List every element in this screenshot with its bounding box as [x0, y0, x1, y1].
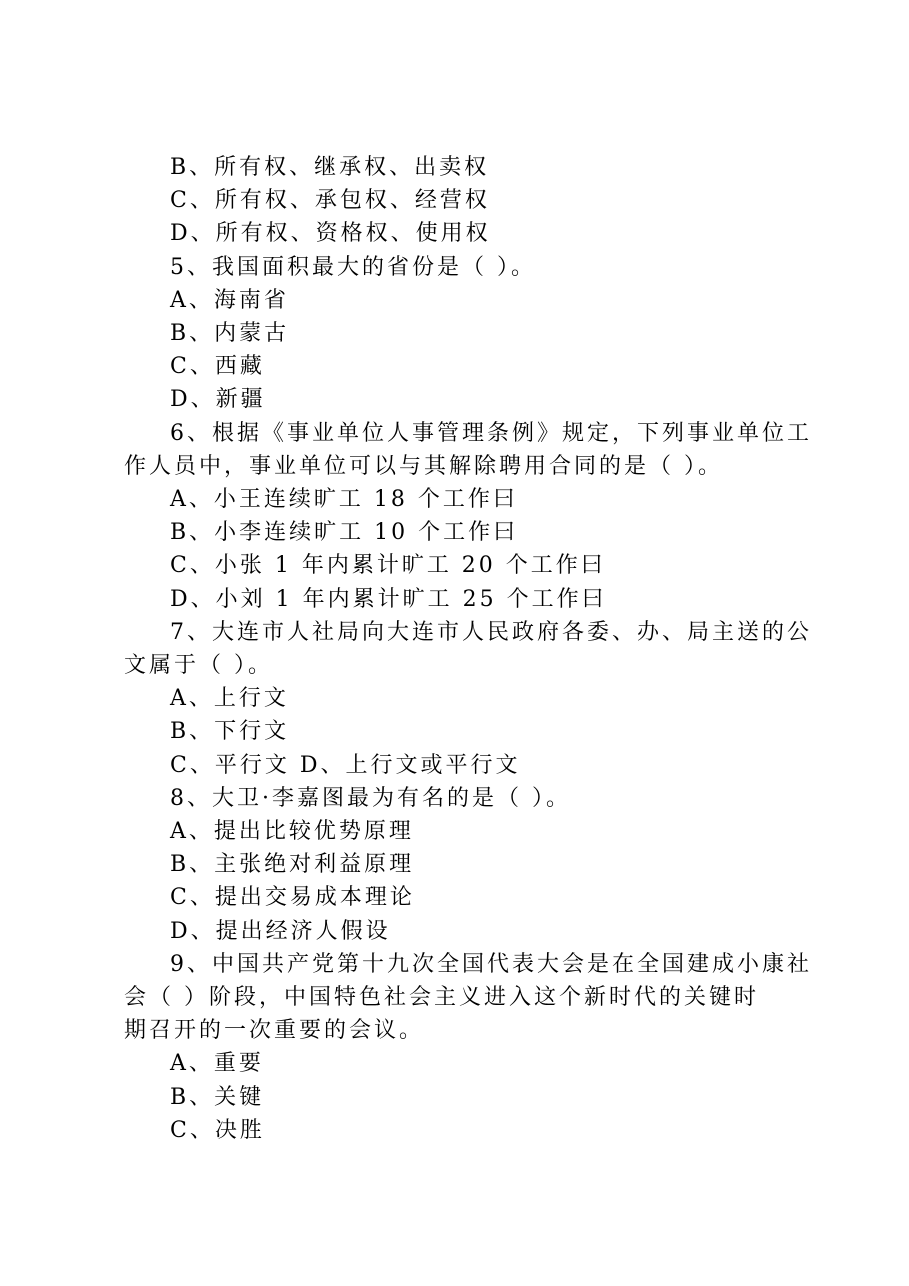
- option-line: B、所有权、继承权、出卖权: [170, 155, 490, 180]
- option-line: C、西藏: [170, 354, 265, 379]
- option-line: B、小李连续旷工 10 个工作曰: [170, 520, 519, 545]
- option-line: A、小王连续旷工 18 个工作曰: [170, 487, 518, 512]
- option-line: B、主张绝对利益原理: [170, 852, 415, 877]
- question-line: 5、我国面积最大的省份是（ ）。: [170, 255, 536, 280]
- option-line: A、重要: [170, 1051, 264, 1076]
- option-line: C、提出交易成本理论: [170, 885, 415, 910]
- option-line: C、小张 1 年内累计旷工 20 个工作曰: [170, 553, 606, 578]
- option-line: A、提出比较优势原理: [170, 819, 414, 844]
- question-line: 文属于（ ）。: [124, 653, 273, 678]
- option-line: B、关键: [170, 1085, 265, 1110]
- question-line: 9、中国共产党第十九次全国代表大会是在全国建成小康社: [170, 952, 812, 977]
- question-line: 会（ ）阶段，中国特色社会主义进入这个新时代的关键时: [124, 985, 759, 1010]
- question-line: 6、根据《事业单位人事管理条例》规定，下列事业单位工: [170, 421, 812, 446]
- option-line: A、海南省: [170, 288, 289, 313]
- option-line: D、小刘 1 年内累计旷工 25 个工作曰: [170, 587, 607, 612]
- option-line: B、内蒙古: [170, 321, 290, 346]
- option-line: C、平行文 D、上行文或平行文: [170, 753, 521, 778]
- question-line: 7、大连市人社局向大连市人民政府各委、办、局主送的公: [170, 620, 812, 645]
- option-line: D、提出经济人假设: [170, 919, 391, 944]
- question-line: 8、大卫·李嘉图最为有名的是（ ）。: [170, 786, 571, 811]
- option-line: A、上行文: [170, 686, 289, 711]
- option-line: C、所有权、承包权、经营权: [170, 188, 490, 213]
- option-line: B、下行文: [170, 719, 290, 744]
- option-line: D、新疆: [170, 387, 266, 412]
- option-line: C、决胜: [170, 1118, 265, 1143]
- option-line: D、所有权、资格权、使用权: [170, 221, 491, 246]
- question-line: 期召开的一次重要的会议。: [124, 1018, 425, 1043]
- question-line: 作人员中，事业单位可以与其解除聘用合同的是（ ）。: [124, 454, 723, 479]
